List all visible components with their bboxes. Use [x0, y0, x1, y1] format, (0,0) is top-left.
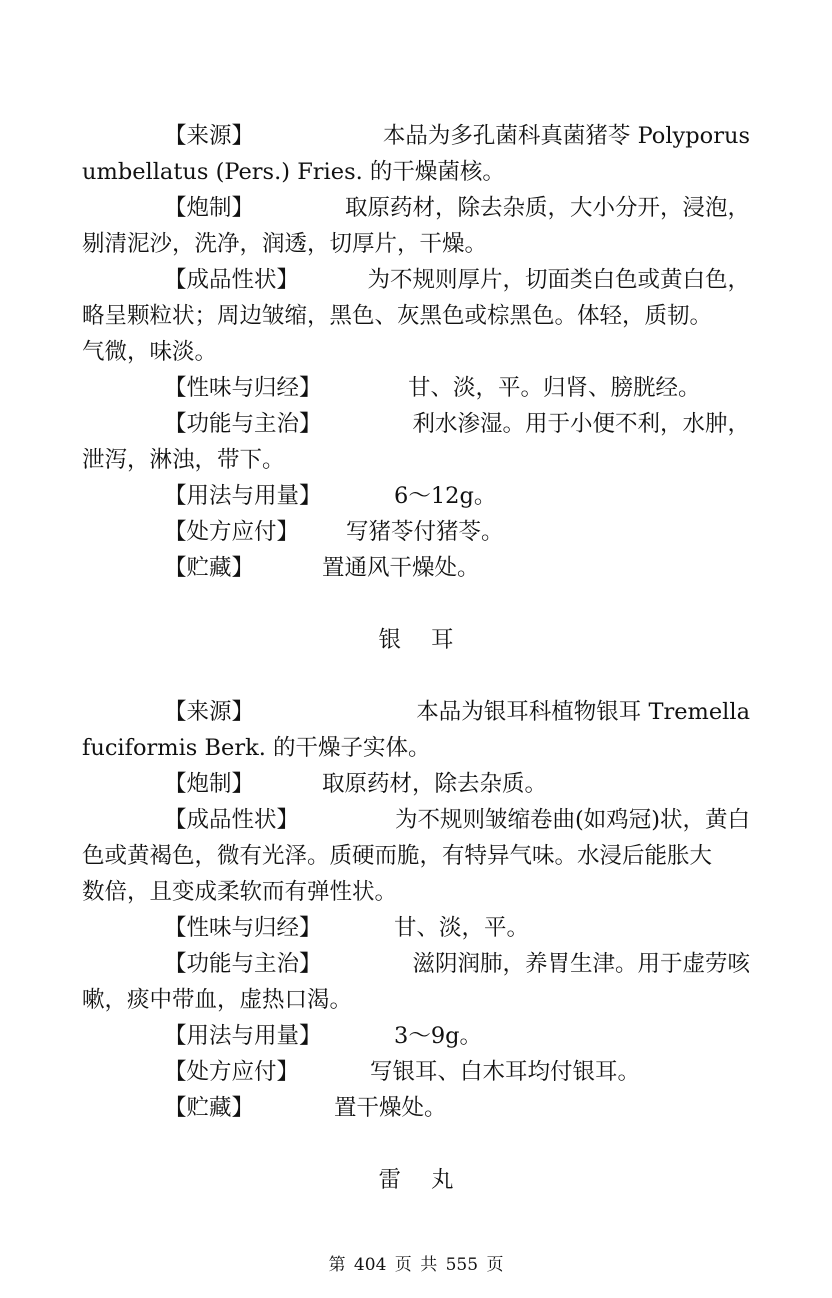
zhuling-dosage-text-1: 6～12g。 — [394, 483, 497, 509]
next-entry-title: 雷丸 — [378, 1167, 484, 1193]
yiner-processing-label: 【炮制】 — [164, 771, 255, 797]
yiner-dosage-text-1: 3～9g。 — [394, 1023, 483, 1049]
zhuling-function-label: 【功能与主治】 — [164, 411, 322, 437]
zhuling-prescription-line-1 — [164, 517, 750, 547]
zhuling-processing-line-2: 剔清泥沙，洗净，润透，切厚片，干燥。 — [82, 231, 488, 257]
yiner-appearance-text-1: 为不规则皱缩卷曲(如鸡冠)状，黄白 — [394, 807, 750, 833]
zhuling-function-line-1 — [164, 409, 750, 439]
zhuling-prescription-label: 【处方应付】 — [164, 519, 300, 545]
zhuling-source-line-2: umbellatus (Pers.) Fries. 的干燥菌核。 — [82, 159, 505, 185]
yiner-source-line-1 — [164, 697, 750, 727]
yiner-prescription-line-1 — [164, 1057, 750, 1087]
zhuling-storage-line-1 — [164, 553, 750, 583]
zhuling-appearance-label: 【成品性状】 — [164, 267, 300, 293]
zhuling-processing-line-1 — [164, 193, 750, 223]
zhuling-function-line-2: 泄泻，淋浊，带下。 — [82, 447, 285, 473]
zhuling-source-label: 【来源】 — [164, 123, 255, 149]
zhuling-processing-label: 【炮制】 — [164, 195, 255, 221]
yiner-appearance-label: 【成品性状】 — [164, 807, 300, 833]
yiner-storage-label: 【贮藏】 — [164, 1095, 255, 1121]
yiner-prescription-text-1: 写银耳、白木耳均付银耳。 — [370, 1059, 641, 1085]
zhuling-nature-line-1 — [164, 373, 750, 403]
yiner-source-label: 【来源】 — [164, 699, 255, 725]
zhuling-nature-text-1: 甘、淡，平。归肾、膀胱经。 — [408, 375, 701, 401]
yiner-prescription-label: 【处方应付】 — [164, 1059, 300, 1085]
yiner-storage-line-1 — [164, 1093, 750, 1123]
yiner-dosage-label: 【用法与用量】 — [164, 1023, 322, 1049]
yiner-processing-line-1 — [164, 769, 750, 799]
yiner-nature-label: 【性味与归经】 — [164, 915, 322, 941]
zhuling-appearance-text-1: 为不规则厚片，切面类白色或黄白色， — [367, 267, 750, 293]
zhuling-nature-label: 【性味与归经】 — [164, 375, 322, 401]
zhuling-processing-text-1: 取原药材，除去杂质，大小分开，浸泡， — [344, 195, 750, 221]
zhuling-appearance-line-3: 气微，味淡。 — [82, 339, 218, 365]
zhuling-dosage-line-1 — [164, 481, 750, 511]
yiner-nature-line-1 — [164, 913, 750, 943]
zhuling-appearance-line-2: 略呈颗粒状；周边皱缩，黑色、灰黑色或棕黑色。体轻，质韧。 — [82, 303, 713, 329]
yiner-function-label: 【功能与主治】 — [164, 951, 322, 977]
zhuling-function-text-1: 利水渗湿。用于小便不利，水肿， — [412, 411, 750, 437]
yiner-function-text-1: 滋阴润肺，养胃生津。用于虚劳咳 — [412, 951, 750, 977]
zhuling-prescription-text-1: 写猪苓付猪苓。 — [346, 519, 504, 545]
zhuling-storage-label: 【贮藏】 — [164, 555, 255, 581]
yiner-storage-text-1: 置干燥处。 — [334, 1095, 447, 1121]
yiner-source-line-2: fuciformis Berk. 的干燥子实体。 — [82, 735, 431, 761]
yiner-appearance-line-2: 色或黄褐色，微有光泽。质硬而脆，有特异气味。水浸后能胀大 — [82, 843, 713, 869]
zhuling-dosage-label: 【用法与用量】 — [164, 483, 322, 509]
zhuling-appearance-line-1 — [164, 265, 750, 295]
yiner-source-text-1: 本品为银耳科植物银耳 Tremella — [416, 699, 750, 725]
yiner-dosage-line-1 — [164, 1021, 750, 1051]
zhuling-storage-text-1: 置通风干燥处。 — [322, 555, 480, 581]
yiner-nature-text-1: 甘、淡，平。 — [394, 915, 530, 941]
yiner-appearance-line-3: 数倍，且变成柔软而有弹性状。 — [82, 879, 398, 905]
yiner-appearance-line-1 — [164, 805, 750, 835]
yiner-function-line-2: 嗽，痰中带血，虚热口渴。 — [82, 987, 353, 1013]
yiner-function-line-1 — [164, 949, 750, 979]
yiner-processing-text-1: 取原药材，除去杂质。 — [322, 771, 548, 797]
zhuling-source-text-1: 本品为多孔菌科真菌猪苓 Polyporus — [382, 123, 750, 149]
zhuling-source-line-1 — [164, 121, 750, 151]
page-number-footer: 第 404 页 共 555 页 — [328, 1255, 504, 1275]
yiner-title: 银耳 — [378, 627, 484, 653]
